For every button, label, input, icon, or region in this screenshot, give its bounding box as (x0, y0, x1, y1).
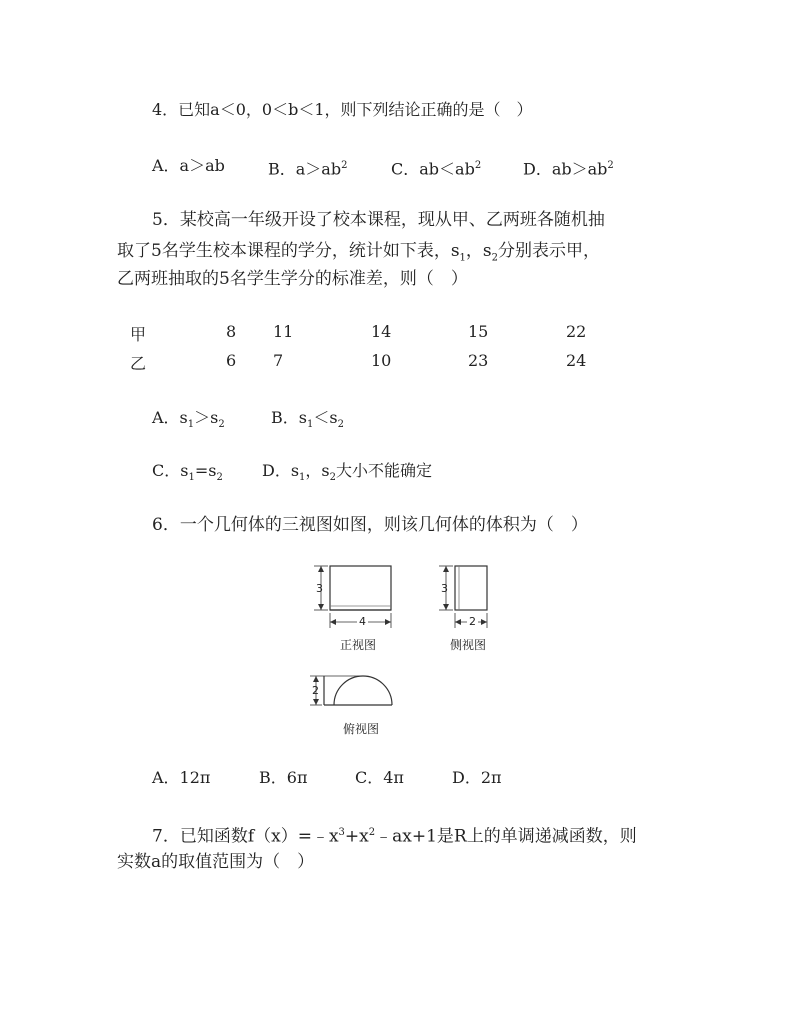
side-view (439, 566, 487, 628)
table-cell: 15 (468, 322, 489, 341)
table-cell: 24 (566, 351, 587, 370)
table-cell: 7 (273, 351, 284, 370)
q6-option-a: A．12π (152, 768, 211, 787)
q4-option-a: A．a＞ab (152, 156, 225, 175)
q5-stem-line1: 5．某校高一年级开设了校本课程，现从甲、乙两班各随机抽 (152, 210, 605, 230)
table-row-label-jia: 甲 (130, 325, 147, 344)
table-cell: 23 (468, 351, 489, 370)
q7-stem-line2: 实数a的取值范围为（ ） (117, 852, 315, 872)
q6-option-b: B．6π (259, 768, 308, 787)
q5-stem-line3: 乙两班抽取的5名学生学分的标准差，则（ ） (117, 269, 468, 289)
table-cell: 22 (566, 322, 587, 341)
top-height-label: 2 (312, 684, 319, 697)
table-cell: 11 (273, 322, 294, 341)
front-view (314, 566, 391, 628)
table-row-label-yi: 乙 (130, 354, 147, 373)
table-cell: 6 (226, 351, 237, 370)
q5-stem-line2: 取了5名学生校本课程的学分，统计如下表，$s_1$，$s_2$分别表示甲， (117, 241, 601, 264)
top-view-caption: 俯视图 (343, 722, 380, 736)
q5-option-c: C．$s_1=s_2$ (152, 461, 223, 484)
front-view-caption: 正视图 (340, 638, 377, 652)
top-view (310, 676, 392, 705)
table-cell: 8 (226, 322, 237, 341)
q6-stem: 6．一个几何体的三视图如图，则该几何体的体积为（ ） (152, 515, 588, 535)
front-height-label: 3 (316, 582, 323, 595)
front-width-label: 4 (359, 615, 366, 628)
table-cell: 14 (371, 322, 392, 341)
q7-stem-line1: 7．已知函数$f(x)=﹣x^3+x^2﹣ax+1$是R上的单调递减函数，则 (152, 826, 637, 847)
table-cell: 10 (371, 351, 392, 370)
q4-stem: 4．已知a＜0，0＜b＜1，则下列结论正确的是（ ） (152, 100, 533, 119)
q5-option-a: A．$s_1>s_2$ (152, 408, 225, 431)
q5-option-b: B．$s_1<s_2$ (271, 408, 344, 431)
q4-option-b: B．$a>ab^2$ (268, 159, 348, 179)
side-width-label: 2 (469, 615, 476, 628)
q4-option-c: C．$ab<ab^2$ (391, 159, 482, 179)
q4-option-d: D．$ab>ab^2$ (523, 159, 614, 179)
q6-option-c: C．4π (355, 768, 404, 787)
q6-option-d: D．2π (452, 768, 502, 787)
q5-option-d: D．$s_1$，$s_2$大小不能确定 (262, 461, 433, 484)
side-view-caption: 侧视图 (450, 638, 487, 652)
side-height-label: 3 (441, 582, 448, 595)
